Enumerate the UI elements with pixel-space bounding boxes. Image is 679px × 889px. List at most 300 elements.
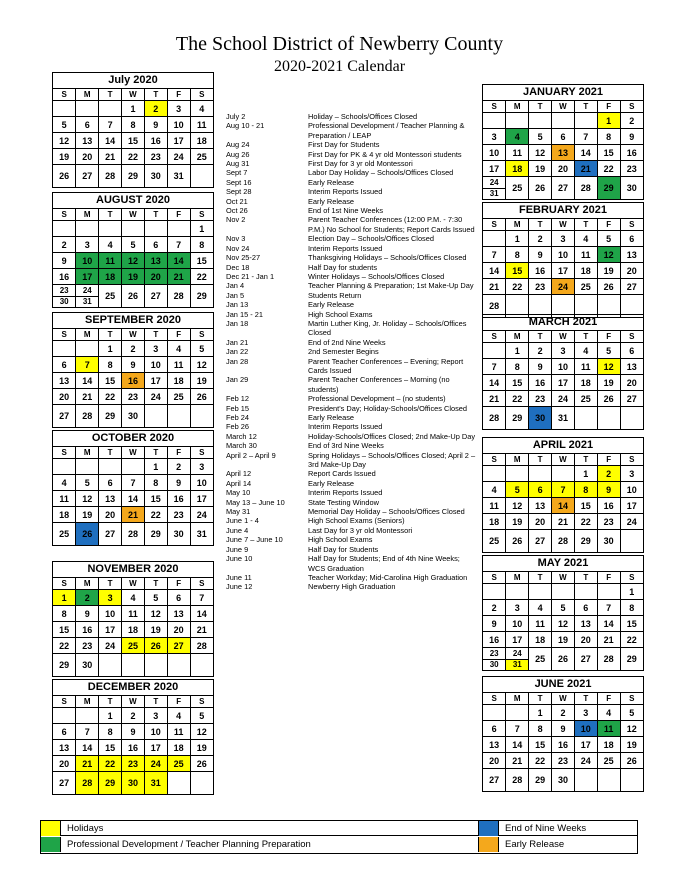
weekday-header: T (574, 331, 597, 343)
event-row (226, 432, 476, 441)
day-cell: 23 (167, 507, 190, 523)
event-date: Nov 24 (226, 243, 250, 253)
day-cell: 1 (597, 113, 620, 129)
empty-day (620, 769, 643, 792)
day-cell: 9 (122, 357, 145, 373)
day-cell: 4 (99, 237, 122, 253)
day-cell: 16 (122, 373, 145, 389)
weekday-header: S (190, 329, 213, 341)
empty-day (552, 113, 575, 129)
event-date: Jan 29 (226, 375, 249, 385)
day-cell: 6 (99, 475, 122, 491)
empty-day (552, 584, 575, 600)
day-cell: 28 (76, 405, 99, 428)
day-cell: 2 (483, 600, 506, 616)
empty-day (190, 165, 213, 188)
empty-day (506, 705, 529, 721)
day-cell: 18 (190, 133, 213, 149)
event-row (226, 422, 476, 431)
day-cell: 4 (122, 590, 145, 606)
event-description: Half Day for Students; End of 4th Nine Weeks; WCS Graduation (308, 554, 460, 573)
empty-day (76, 708, 99, 724)
day-cell: 5 (529, 129, 552, 145)
day-cell: 4 (483, 482, 506, 498)
event-date: Nov 25-27 (226, 253, 261, 263)
event-description: Memorial Day Holiday – Schools/Offices Closed (308, 507, 465, 517)
weekday-header: S (620, 693, 643, 705)
day-cell: 24 (144, 389, 167, 405)
day-cell: 13 (620, 359, 643, 375)
day-cell: 25 (506, 177, 529, 200)
day-cell: 7 (597, 600, 620, 616)
day-cell: 20 (552, 161, 575, 177)
day-cell: 29 (574, 530, 597, 553)
event-row (226, 234, 476, 243)
day-cell: 28 (597, 648, 620, 671)
day-cell: 6 (552, 129, 575, 145)
day-cell: 26 (597, 391, 620, 407)
event-description: Interim Reports Issued (308, 422, 383, 432)
event-date: Aug 31 (226, 159, 250, 169)
day-cell: 13 (99, 491, 122, 507)
day-number: 31 (483, 188, 505, 199)
event-description: Spring Holidays – Schools/Offices Closed; April 2 – 3rd Make-Up Day (308, 450, 476, 470)
day-cell: 6 (529, 482, 552, 498)
day-cell: 9 (144, 117, 167, 133)
pd-swatch (41, 837, 61, 852)
month-name: OCTOBER 2020 (53, 431, 213, 447)
empty-day (483, 584, 506, 600)
day-cell: 2 (597, 466, 620, 482)
day-cell: 4 (167, 708, 190, 724)
day-cell: 22 (99, 756, 122, 772)
day-cell: 29 (620, 648, 643, 671)
empty-day (99, 654, 122, 677)
day-cell: 18 (483, 514, 506, 530)
day-cell: 16 (144, 133, 167, 149)
month-calendar (52, 192, 214, 308)
day-cell: 17 (190, 491, 213, 507)
event-description: Early Release (308, 478, 355, 488)
event-row (226, 215, 476, 234)
day-cell: 26 (190, 389, 213, 405)
day-cell: 29 (122, 165, 145, 188)
event-date: Oct 26 (226, 206, 248, 216)
day-cell: 1 (529, 705, 552, 721)
weekday-header: S (620, 331, 643, 343)
day-cell: 10 (620, 482, 643, 498)
weekday-header: S (620, 572, 643, 584)
day-cell: 31 (552, 407, 575, 430)
day-cell: 11 (506, 145, 529, 161)
empty-day (99, 459, 122, 475)
weekday-header: T (99, 578, 122, 590)
event-date: July 2 (226, 112, 246, 121)
month-calendar (482, 676, 644, 792)
day-cell: 13 (529, 498, 552, 514)
day-cell: 1 (53, 590, 76, 606)
day-cell: 14 (76, 373, 99, 389)
day-cell: 20 (144, 269, 167, 285)
event-description: Interim Reports Issued (308, 488, 383, 498)
day-cell: 25 (99, 285, 122, 308)
day-cell: 6 (53, 724, 76, 740)
day-cell: 13 (53, 373, 76, 389)
event-description: President's Day; Holiday-Schools/Offices Closed (308, 403, 468, 413)
empty-day (76, 221, 99, 237)
day-cell: 6 (53, 357, 76, 373)
day-cell: 6 (574, 600, 597, 616)
event-row (226, 413, 476, 422)
day-cell: 30 (597, 530, 620, 553)
empty-day (574, 769, 597, 792)
day-cell: 12 (76, 491, 99, 507)
day-cell: 27 (53, 405, 76, 428)
event-date: Feb 24 (226, 413, 250, 422)
empty-day (122, 221, 145, 237)
day-cell: 11 (529, 616, 552, 632)
day-cell: 22 (529, 753, 552, 769)
day-cell: 12 (597, 247, 620, 263)
weekday-header: W (552, 331, 575, 343)
day-cell: 20 (529, 514, 552, 530)
day-cell: 7 (76, 357, 99, 373)
day-cell: 9 (529, 359, 552, 375)
day-cell: 3 (620, 466, 643, 482)
event-row (226, 244, 476, 253)
day-cell: 1 (620, 584, 643, 600)
day-cell: 12 (552, 616, 575, 632)
day-cell: 8 (190, 237, 213, 253)
day-cell: 28 (574, 177, 597, 200)
day-cell: 5 (552, 600, 575, 616)
day-cell: 21 (76, 756, 99, 772)
weekday-header: M (506, 572, 529, 584)
day-number: 24 (489, 177, 499, 187)
day-cell: 1 (506, 343, 529, 359)
day-cell: 9 (620, 129, 643, 145)
event-description: High School Exams (308, 535, 373, 545)
day-cell: 6 (76, 117, 99, 133)
event-description: First Day for Students (308, 140, 380, 150)
weekday-header: S (190, 209, 213, 221)
event-date: April 14 (226, 478, 252, 488)
day-cell: 4 (53, 475, 76, 491)
empty-day (144, 654, 167, 677)
event-date: April 12 (226, 469, 252, 479)
split-day-cell (483, 648, 506, 671)
weekday-header: T (99, 447, 122, 459)
day-cell: 14 (552, 498, 575, 514)
event-date: Sept 16 (226, 177, 252, 187)
legend-label: End of Nine Weeks (505, 822, 587, 834)
weekday-header: T (99, 329, 122, 341)
weekday-header: M (76, 89, 99, 101)
day-cell: 18 (529, 632, 552, 648)
day-cell: 7 (483, 247, 506, 263)
event-date: May 13 – June 10 (226, 497, 285, 507)
day-cell: 26 (506, 530, 529, 553)
day-cell: 31 (167, 165, 190, 188)
weekday-header: T (144, 447, 167, 459)
day-cell: 18 (99, 269, 122, 285)
day-cell: 19 (597, 263, 620, 279)
event-row (226, 112, 476, 121)
day-cell: 5 (144, 590, 167, 606)
weekday-header: W (122, 89, 145, 101)
day-cell: 21 (99, 149, 122, 165)
day-cell: 5 (597, 231, 620, 247)
weekday-header: S (620, 454, 643, 466)
weekday-header: M (506, 454, 529, 466)
day-cell: 18 (574, 375, 597, 391)
day-cell: 18 (122, 622, 145, 638)
weekday-header: W (122, 209, 145, 221)
weekday-header: T (574, 219, 597, 231)
day-cell: 14 (76, 740, 99, 756)
day-cell: 17 (144, 373, 167, 389)
day-cell: 27 (167, 638, 190, 654)
month-name: NOVEMBER 2020 (53, 562, 213, 578)
event-row (226, 300, 476, 309)
day-cell: 12 (122, 253, 145, 269)
event-date: Jan 5 (226, 290, 245, 300)
event-row (226, 310, 476, 319)
weekday-header: T (529, 454, 552, 466)
event-description: Half Day for Students (308, 544, 379, 554)
empty-day (620, 530, 643, 553)
day-cell: 21 (597, 632, 620, 648)
event-row (226, 168, 476, 177)
event-row (226, 150, 476, 159)
day-cell: 19 (597, 375, 620, 391)
event-date: Dec 21 - Jan 1 (226, 271, 275, 281)
day-cell: 18 (167, 740, 190, 756)
empty-day (76, 341, 99, 357)
event-description: First Day for 3 yr old Montessori (308, 159, 413, 169)
weekday-header: M (506, 101, 529, 113)
day-cell: 27 (552, 177, 575, 200)
event-date: June 4 (226, 525, 249, 535)
weekday-header: S (53, 578, 76, 590)
event-description: Winter Holidays – Schools/Offices Closed (308, 271, 445, 281)
day-cell: 21 (552, 514, 575, 530)
day-cell: 22 (53, 638, 76, 654)
event-date: April 2 – April 9 (226, 450, 276, 460)
weekday-header: S (53, 696, 76, 708)
event-description: High School Exams (Seniors) (308, 516, 405, 526)
day-cell: 21 (506, 753, 529, 769)
day-cell: 5 (597, 343, 620, 359)
day-cell: 28 (190, 638, 213, 654)
day-cell: 2 (529, 231, 552, 247)
day-cell: 29 (190, 285, 213, 308)
day-cell: 27 (529, 530, 552, 553)
day-cell: 14 (506, 737, 529, 753)
day-cell: 27 (144, 285, 167, 308)
day-cell: 16 (620, 145, 643, 161)
day-cell: 26 (552, 648, 575, 671)
weekday-header: M (506, 331, 529, 343)
holiday-swatch (41, 821, 61, 836)
day-cell: 2 (122, 341, 145, 357)
event-date: March 12 (226, 431, 257, 441)
month-calendar (52, 679, 214, 795)
event-description: Early Release (308, 300, 355, 310)
day-cell: 7 (99, 117, 122, 133)
weekday-header: W (552, 572, 575, 584)
day-cell: 21 (122, 507, 145, 523)
month-name: DECEMBER 2020 (53, 680, 213, 696)
day-cell: 7 (574, 129, 597, 145)
day-cell: 11 (122, 606, 145, 622)
legend-label: Early Release (505, 839, 565, 850)
day-cell: 22 (144, 507, 167, 523)
empty-day (76, 459, 99, 475)
day-cell: 8 (506, 247, 529, 263)
day-cell: 2 (529, 343, 552, 359)
day-cell: 15 (529, 737, 552, 753)
day-cell: 23 (529, 279, 552, 295)
event-description: End of 3rd Nine Weeks (308, 441, 384, 451)
event-description: Interim Reports Issued (308, 243, 383, 253)
weekday-header: M (76, 696, 99, 708)
day-cell: 4 (506, 129, 529, 145)
weekday-header: F (167, 696, 190, 708)
day-cell: 3 (99, 590, 122, 606)
day-cell: 10 (99, 606, 122, 622)
day-cell: 8 (574, 482, 597, 498)
event-row (226, 582, 476, 591)
day-cell: 23 (552, 753, 575, 769)
empty-day (190, 654, 213, 677)
day-cell: 11 (167, 724, 190, 740)
day-cell: 6 (483, 721, 506, 737)
day-cell: 6 (144, 237, 167, 253)
day-cell: 16 (122, 740, 145, 756)
event-row (226, 516, 476, 525)
day-cell: 31 (190, 523, 213, 546)
day-cell: 30 (529, 407, 552, 430)
event-date: Jan 22 (226, 347, 249, 357)
day-cell: 25 (597, 753, 620, 769)
weekday-header: S (483, 331, 506, 343)
day-cell: 16 (529, 263, 552, 279)
event-date: June 12 (226, 582, 253, 592)
event-row (226, 498, 476, 507)
month-name: JUNE 2021 (483, 677, 643, 693)
weekday-header: M (76, 329, 99, 341)
empty-day (574, 584, 597, 600)
day-cell: 12 (529, 145, 552, 161)
day-cell: 4 (574, 231, 597, 247)
day-cell: 17 (483, 161, 506, 177)
weekday-header: W (122, 578, 145, 590)
day-cell: 30 (167, 523, 190, 546)
day-cell: 3 (190, 459, 213, 475)
event-description: Parent Teacher Conferences – Morning (no students) (308, 375, 450, 394)
day-cell: 9 (53, 253, 76, 269)
day-cell: 10 (190, 475, 213, 491)
day-cell: 26 (529, 177, 552, 200)
weekday-header: F (167, 89, 190, 101)
day-number: 23 (489, 648, 499, 658)
weekday-header: S (483, 693, 506, 705)
day-cell: 17 (76, 269, 99, 285)
empty-day (53, 101, 76, 117)
month-name: July 2020 (53, 73, 213, 89)
event-date: May 31 (226, 507, 251, 517)
weekday-header: M (76, 447, 99, 459)
weekday-header: S (620, 101, 643, 113)
event-description: Early Release (308, 413, 355, 422)
day-cell: 10 (144, 724, 167, 740)
event-row (226, 197, 476, 206)
event-row (226, 338, 476, 347)
empty-day (53, 221, 76, 237)
empty-day (574, 407, 597, 430)
day-cell: 25 (529, 648, 552, 671)
day-cell: 26 (190, 756, 213, 772)
event-row (226, 263, 476, 272)
weekday-header: T (529, 331, 552, 343)
day-cell: 1 (574, 466, 597, 482)
empty-day (597, 407, 620, 430)
day-cell: 12 (620, 721, 643, 737)
day-cell: 7 (552, 482, 575, 498)
empty-day (597, 584, 620, 600)
day-cell: 9 (483, 616, 506, 632)
event-description: Professional Development – (no students) (308, 394, 446, 404)
event-row (226, 526, 476, 535)
day-cell: 22 (190, 269, 213, 285)
day-cell: 10 (552, 247, 575, 263)
weekday-header: S (53, 447, 76, 459)
day-cell: 19 (552, 632, 575, 648)
day-cell: 17 (574, 737, 597, 753)
weekday-header: M (76, 209, 99, 221)
day-cell: 29 (53, 654, 76, 677)
day-cell: 20 (167, 622, 190, 638)
weekday-header: T (99, 89, 122, 101)
empty-day (99, 101, 122, 117)
day-cell: 15 (597, 145, 620, 161)
day-cell: 30 (76, 654, 99, 677)
event-date: June 1 - 4 (226, 516, 259, 526)
weekday-header: F (597, 331, 620, 343)
event-description: Teacher Planning & Preparation; 1st Make-Up Day (308, 281, 474, 291)
weekday-header: S (483, 219, 506, 231)
day-cell: 20 (53, 756, 76, 772)
event-row (226, 206, 476, 215)
day-cell: 16 (597, 498, 620, 514)
day-cell: 14 (597, 616, 620, 632)
empty-day (529, 113, 552, 129)
event-date: Jan 4 (226, 281, 245, 291)
day-cell: 23 (144, 149, 167, 165)
day-cell: 15 (190, 253, 213, 269)
weekday-header: T (144, 209, 167, 221)
empty-day (506, 113, 529, 129)
event-description: Early Release (308, 177, 355, 187)
event-row (226, 488, 476, 497)
day-cell: 8 (122, 117, 145, 133)
event-date: Sept 7 (226, 168, 248, 178)
day-cell: 12 (144, 606, 167, 622)
event-description: High School Exams (308, 309, 373, 319)
event-description: Newberry High Graduation (308, 582, 396, 592)
day-cell: 7 (76, 724, 99, 740)
